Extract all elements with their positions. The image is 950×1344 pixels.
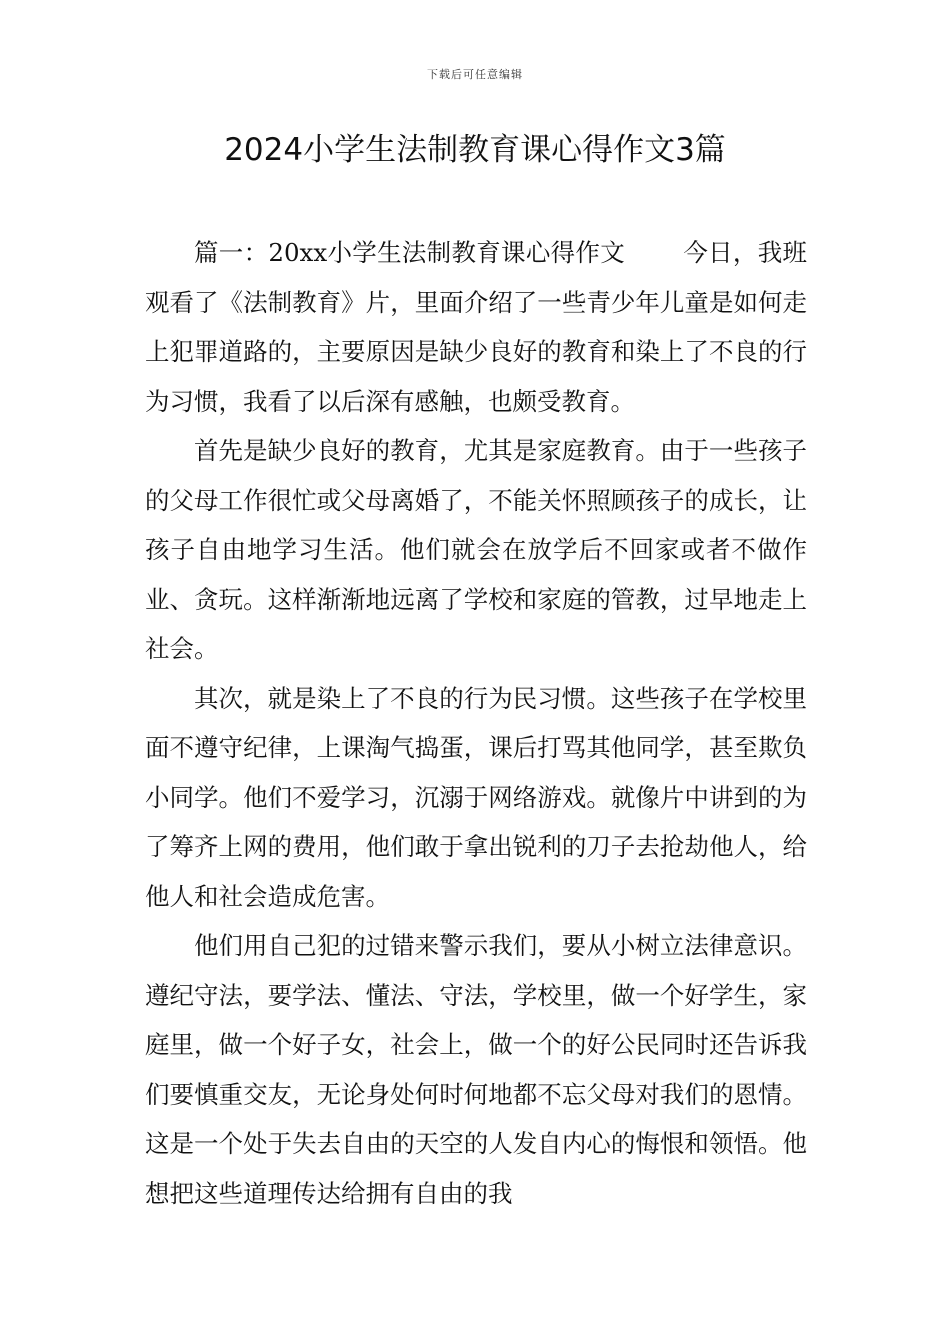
- paragraph-4: 他们用自己犯的过错来警示我们，要从小树立法律意识。遵纪守法，要学法、懂法、守法，学校里，做一个好学生，家庭里，做一个好子女，社会上，做一个的好公民同时还告诉我们要慎重交友，无论身处何时何地都不忘父母对我们的恩情。这是一个处于失去自由的天空的人发自内心的悔恨和领悟。他想把这些道理传达给拥有自由的我: [145, 931, 807, 1208]
- paragraph-1-text: 今日，我班观看了《法制教育》片，里面介绍了一些青少年儿童是如何走上犯罪道路的，主要原因是缺少良好的教育和染上了不良的行为习惯，我看了以后深有感触，也颇受教育。: [145, 238, 808, 416]
- header-note: 下载后可任意编辑: [427, 68, 523, 81]
- paragraph-1: [145, 228, 807, 426]
- section-heading: 篇一：20xx小学生法制教育课心得作文: [194, 238, 626, 267]
- document-title: 2024小学生法制教育课心得作文3篇: [224, 132, 726, 168]
- paragraph-2: 首先是缺少良好的教育，尤其是家庭教育。由于一些孩子的父母工作很忙或父母离婚了，不能关怀照顾孩子的成长，让孩子自由地学习生活。他们就会在放学后不回家或者不做作业、贪玩。这样渐渐地远离了学校和家庭的管教，过早地走上社会。: [145, 436, 807, 663]
- paragraph-3: 其次，就是染上了不良的行为民习惯。这些孩子在学校里面不遵守纪律，上课淘气捣蛋，课后打骂其他同学，甚至欺负小同学。他们不爱学习，沉溺于网络游戏。就像片中讲到的为了筹齐上网的费用，他们敢于拿出锐利的刀子去抢劫他人，给他人和社会造成危害。: [145, 683, 807, 911]
- document-body: [145, 228, 807, 1218]
